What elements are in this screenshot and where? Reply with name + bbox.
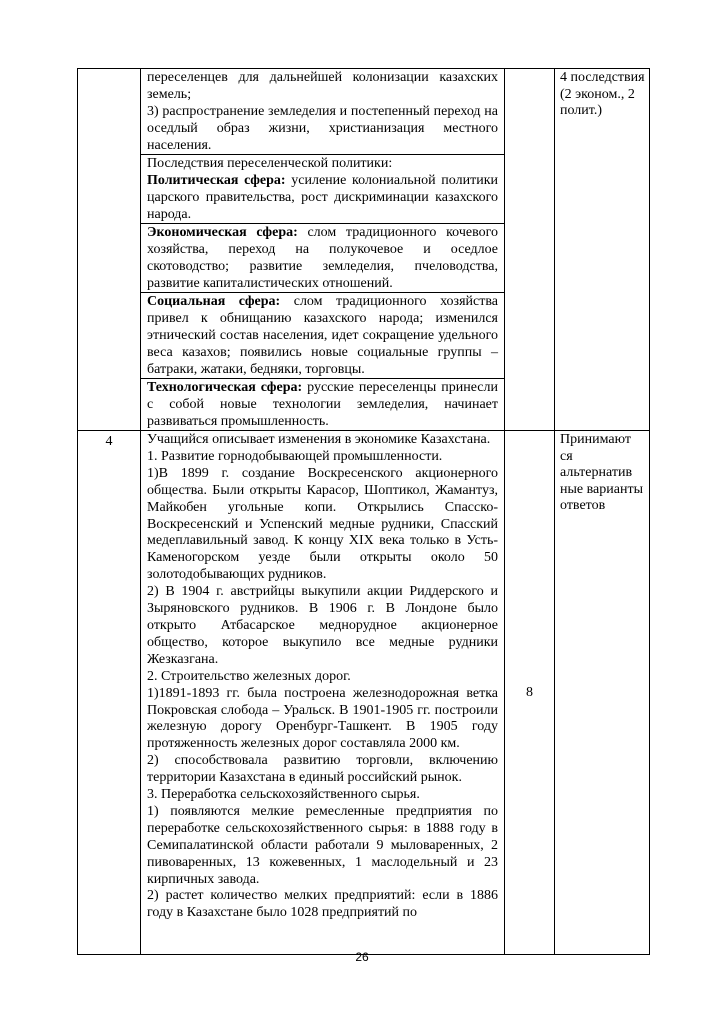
answer-paragraph: 1. Развитие горнодобывающей промышленности. (147, 448, 443, 464)
answer-subcell (141, 155, 504, 224)
answer-paragraph: Последствия переселенческой политики: (147, 156, 393, 171)
page-number: 26 (355, 950, 369, 964)
bold-term: Технологическая сфера: (147, 380, 303, 395)
answer-body (141, 431, 504, 954)
score-cell (505, 69, 555, 431)
answer-paragraph (147, 224, 498, 292)
answer-paragraph: переселенцев для дальнейшей колонизации казахских земель; (147, 70, 498, 102)
answer-paragraph: 2) В 1904 г. австрийцы выкупили акции Риддерского и Зыряновского рудников. В 1906 г. В Лондоне было открыто Атбасарское меднорудное акционерное общество, которое выкупило все медные рудники Жезказгана. (147, 584, 498, 667)
table-row (78, 431, 650, 955)
answer-paragraph: 1) появляются мелкие ремесленные предприятия по переработке сельскохозяйственного сырья: в 1888 году в Семипалатинской области работали 9 мыловаренных, 2 пивоваренных, 13 кожевенных, 1 маслодельный и 23 кирпичных завода. (147, 803, 498, 887)
term-text: усиление колониальной политики царского правительства, рост дискриминации казахского народа. (147, 173, 498, 222)
answer-paragraph (147, 172, 498, 223)
bold-term: Социальная сфера: (147, 294, 281, 309)
answer-cell (141, 431, 505, 955)
answer-cell (141, 69, 505, 431)
answer-paragraph: Учащийся описывает изменения в экономике Казахстана. (147, 432, 491, 447)
score-cell: 8 (505, 431, 555, 955)
answer-paragraph: 2) способствовала развитию торговли, включению территории Казахстана в единый российский рынок. (147, 753, 498, 786)
answer-subcell (141, 379, 504, 430)
table-row (78, 69, 650, 431)
answer-subcell (141, 224, 504, 293)
bold-term: Экономическая сфера: (147, 225, 298, 240)
answer-paragraph (147, 379, 498, 430)
note-cell: Принимают ся альтернатив ные варианты ответов (555, 431, 650, 955)
bold-term: Политическая сфера: (147, 173, 286, 188)
note-cell: 4 последствия (2 эконом., 2 полит.) (555, 69, 650, 431)
term-text: слом традиционного хозяйства привел к обнищанию казахского народа; изменился этнический состав населения, идет сокращение удельного веса казахов; появились новые социальные группы – батраки, жатаки, бедняки, торговцы. (147, 294, 498, 377)
answer-paragraph (147, 293, 498, 378)
term-text: слом традиционного кочевого хозяйства, переход на полукочевое и оседлое скотоводство; развитие земледелия, пчеловодства, развитие капиталистических отношений. (147, 225, 498, 291)
term-text: русские переселенцы принесли с собой новые технологии земледелия, начинает развиваться промышленность. (147, 380, 498, 429)
answer-paragraph: 1)1891-1893 гг. была построена железнодорожная ветка Покровская слобода – Уральск. В 1901-1905 гг. построили железную дорогу Оренбург-Ташкент. В 1905 году протяженность железных дорог составляла 2000 км. (147, 685, 498, 752)
answer-subcell (141, 69, 504, 155)
task-number-cell (78, 69, 141, 431)
answer-paragraph: 2. Строительство железных дорог. (147, 668, 351, 684)
answer-paragraph: 3. Переработка сельскохозяйственного сырья. (147, 787, 420, 803)
answer-subcell (141, 293, 504, 379)
answer-table (77, 68, 650, 955)
task-number-cell: 4 (78, 431, 141, 955)
answer-paragraph: 2) растет количество мелких предприятий: если в 1886 году в Казахстане было 1028 предприятий по (147, 888, 498, 921)
answer-paragraph: 3) распространение земледелия и постепенный переход на оседлый образ жизни, христианизация местного населения. (147, 104, 498, 153)
answer-paragraph: 1)В 1899 г. создание Воскресенского акционерного общества. Были открыты Карасор, Шоптикол, Жамантуз, Майкобен угольные копи. Открылись Спасско-Воскресенский и Успенский медные рудники, Спасский медеплавильный завод. К концу XIX века только в Усть-Каменогорском уезде были открыты около 50 золотодобывающих рудников. (147, 465, 498, 583)
